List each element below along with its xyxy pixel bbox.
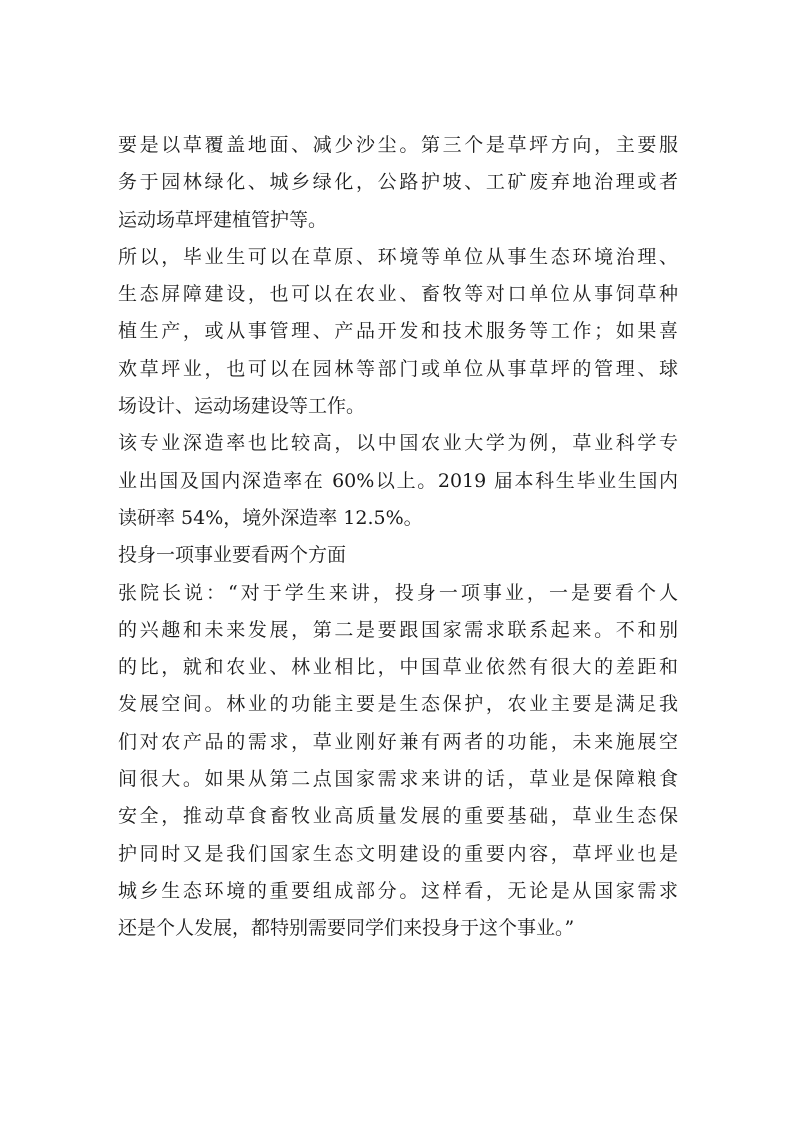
text-line: 城乡生态环境的重要组成部分。这样看，无论是从国家需求 — [118, 879, 678, 902]
text-line: 欢草坪业，也可以在园林等部门或单位从事草坪的管理、球 — [118, 357, 678, 380]
text-line: 所以，毕业生可以在草原、环境等单位从事生态环境治理、 — [118, 245, 678, 268]
text-line: 安全，推动草食畜牧业高质量发展的重要基础，草业生态保 — [118, 805, 678, 828]
text-line: 生态屏障建设，也可以在农业、畜牧等对口单位从事饲草种 — [118, 283, 678, 306]
heading-line: 投身一项事业要看两个方面 — [118, 544, 347, 567]
text-line: 间很大。如果从第二点国家需求来讲的话，草业是保障粮食 — [118, 768, 678, 791]
text-line: 护同时又是我们国家生态文明建设的重要内容，草坪业也是 — [118, 842, 678, 865]
text-line: 的比，就和农业、林业相比，中国草业依然有很大的差距和 — [118, 656, 678, 679]
text-line: 务于园林绿化、城乡绿化，公路护坡、工矿废弃地治理或者 — [118, 171, 678, 194]
paragraph-graduate-careers — [118, 239, 678, 425]
paragraph-further-study — [118, 425, 678, 537]
text-line: 发展空间。林业的功能主要是生态保护，农业主要是满足我 — [118, 693, 678, 716]
text-line: 植生产，或从事管理、产品开发和技术服务等工作；如果喜 — [118, 320, 678, 343]
text-line: 读研率 54%，境外深造率 12.5%。 — [118, 506, 423, 529]
text-line: 运动场草坪建植管护等。 — [118, 208, 328, 231]
text-line: 张院长说：“对于学生来讲，投身一项事业，一是要看个人 — [118, 581, 678, 604]
text-line: 业出国及国内深造率在 60%以上。2019 届本科生毕业生国内 — [118, 469, 678, 492]
paragraph-lawn-direction — [118, 127, 678, 239]
text-line: 还是个人发展，都特别需要同学们来投身于这个事业。” — [118, 917, 575, 940]
article-body — [118, 127, 678, 948]
text-line: 该专业深造率也比较高，以中国农业大学为例，草业科学专 — [118, 432, 678, 455]
text-line: 要是以草覆盖地面、减少沙尘。第三个是草坪方向，主要服 — [118, 134, 678, 156]
section-heading — [118, 537, 678, 574]
text-line: 场设计、运动场建设等工作。 — [118, 395, 366, 418]
text-line: 们对农产品的需求，草业刚好兼有两者的功能，未来施展空 — [118, 730, 678, 753]
paragraph-dean-quote — [118, 575, 678, 948]
text-line: 的兴趣和未来发展，第二是要跟国家需求联系起来。不和别 — [118, 618, 678, 641]
